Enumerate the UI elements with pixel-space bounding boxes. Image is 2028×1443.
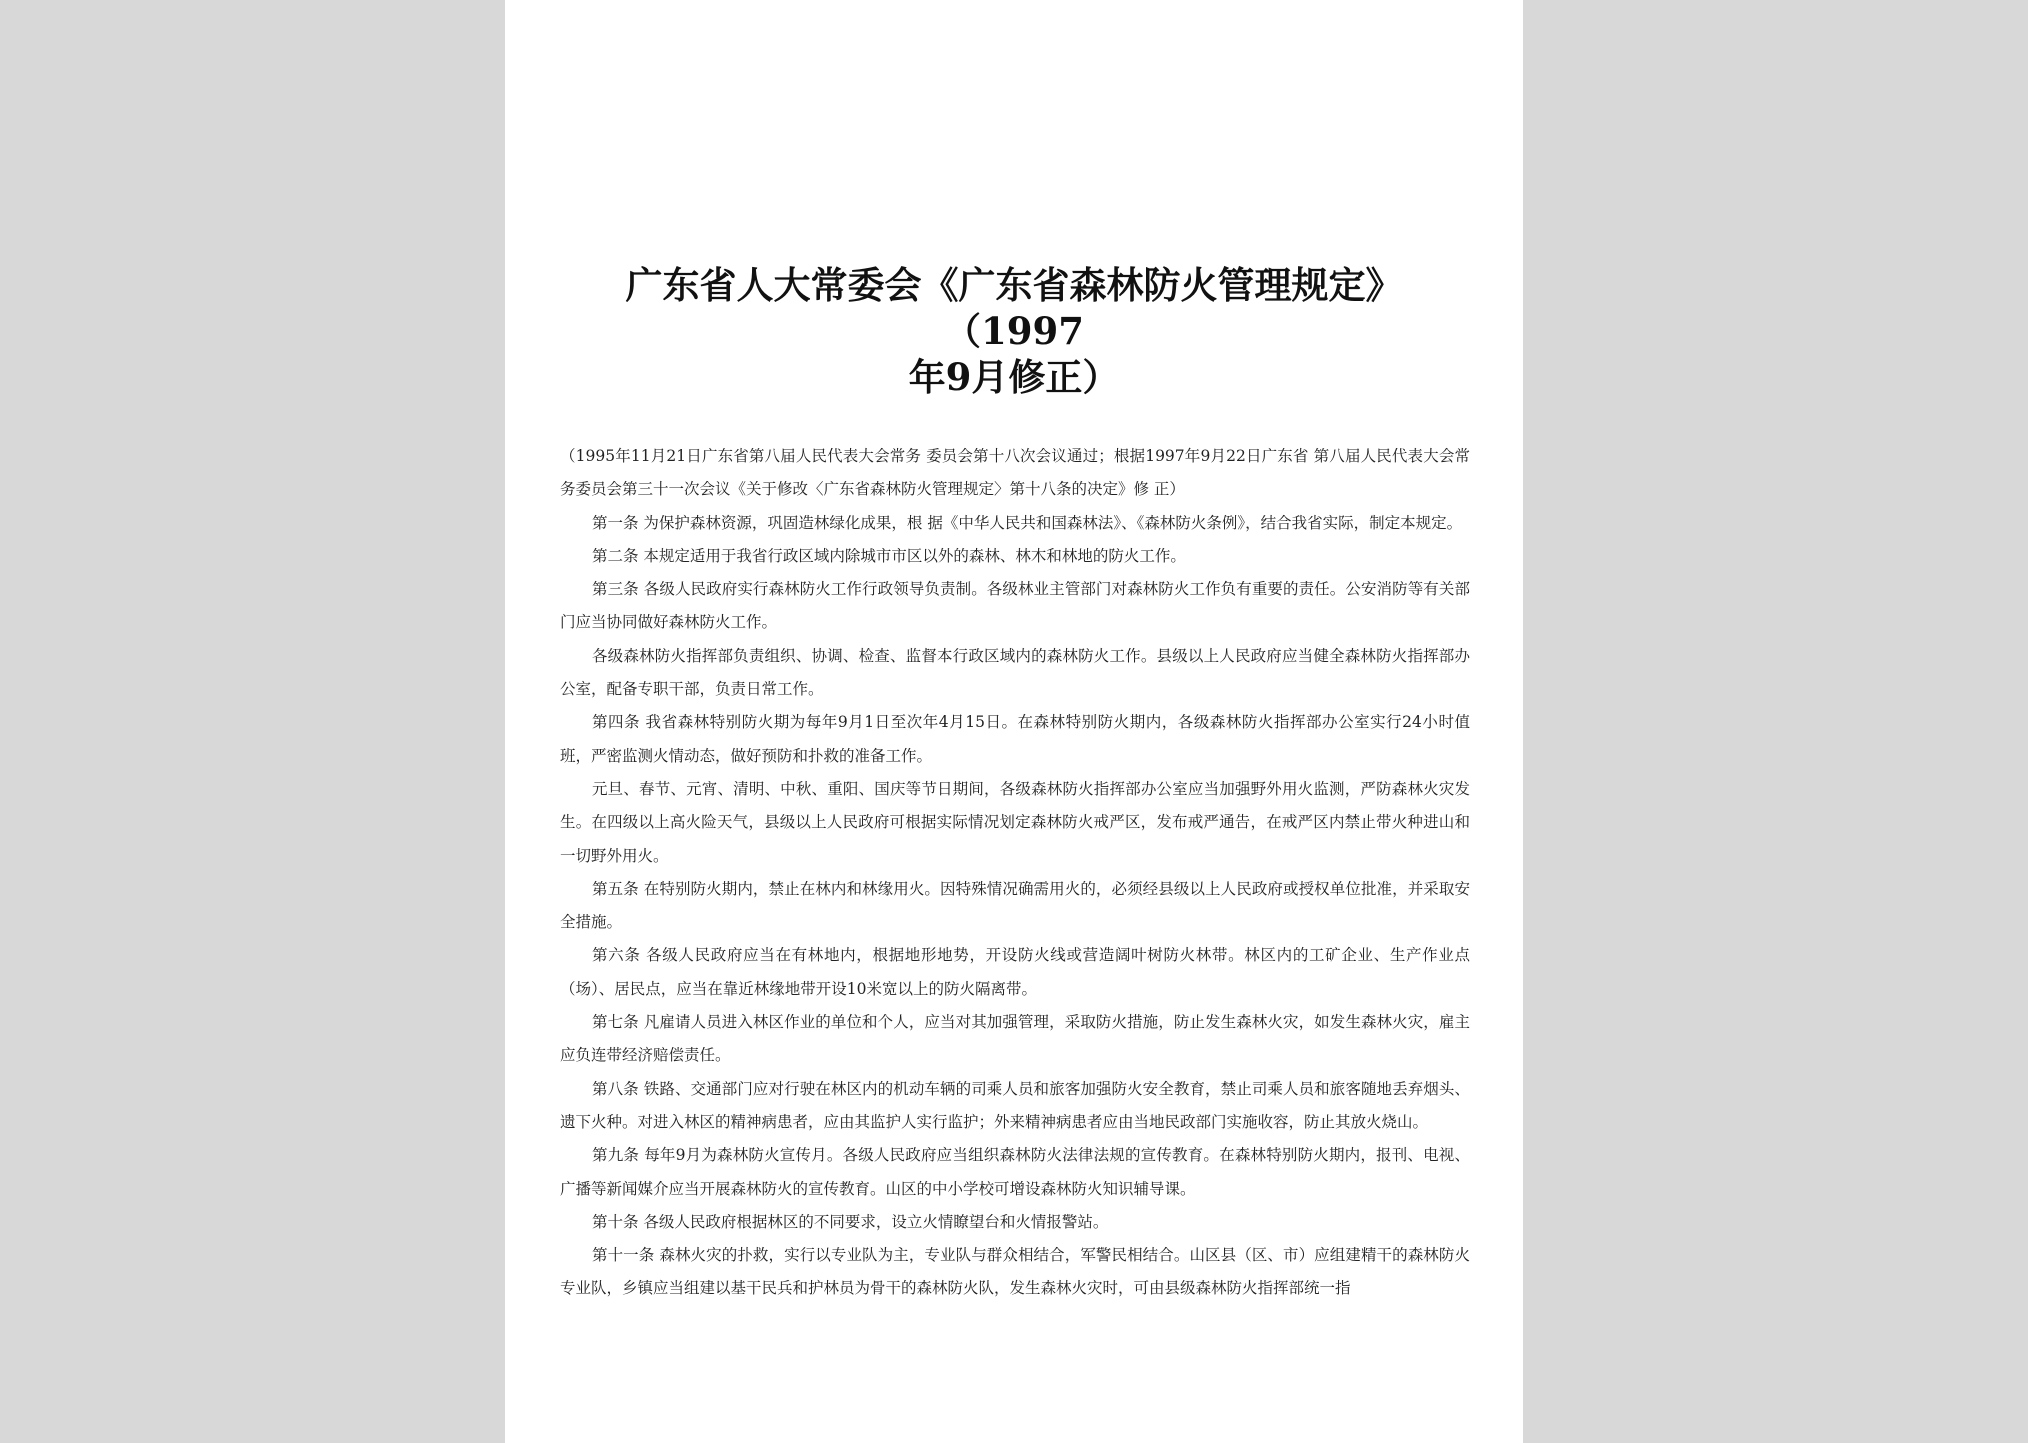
paragraph-article-11: 第十一条 森林火灾的扑救，实行以专业队为主，专业队与群众相结合，军警民相结合。山区县（区、市）应组建精干的森林防火专业队，乡镇应当组建以基干民兵和护林员为骨干的森林防火队，发生森林火灾时，可由县级森林防火指挥部统一指 <box>560 1246 1470 1298</box>
preamble-paragraph: （1995年11月21日广东省第八届人民代表大会常务 委员会第十八次会议通过；根据1997年9月22日广东省 第八届人民代表大会常务委员会第三十一次会议《关于修改〈广东省森林防火管理规定〉第十八条的决定》修 正） <box>560 447 1470 499</box>
paragraph-article-6: 第六条 各级人民政府应当在有林地内，根据地形地势，开设防火线或营造阔叶树防火林带。林区内的工矿企业、生产作业点（场）、居民点，应当在靠近林缘地带开设10米宽以上的防火隔离带。 <box>560 946 1470 998</box>
document-page <box>505 0 1523 1443</box>
paragraph-article-9: 第九条 每年9月为森林防火宣传月。各级人民政府应当组织森林防火法律法规的宣传教育。在森林特别防火期内，报刊、电视、广播等新闻媒介应当开展森林防火的宣传教育。山区的中小学校可增设森林防火知识辅导课。 <box>560 1146 1470 1198</box>
paragraph-article-5: 第五条 在特别防火期内，禁止在林内和林缘用火。因特殊情况确需用火的，必须经县级以上人民政府或授权单位批准，并采取安全措施。 <box>560 879 1470 932</box>
paragraph-article-1: 第一条 为保护森林资源，巩固造林绿化成果，根 据《中华人民共和国森林法》、《森林防火条例》，结合我省实际，制定本规定。 <box>592 513 1463 532</box>
paragraph-article-4: 第四条 我省森林特别防火期为每年9月1日至次年4月15日。在森林特别防火期内，各级森林防火指挥部办公室实行24小时值班，严密监测火情动态，做好预防和扑救的准备工作。 <box>560 713 1470 765</box>
document-body <box>560 440 1470 1306</box>
paragraph-article-8: 第八条 铁路、交通部门应对行驶在林区内的机动车辆的司乘人员和旅客加强防火安全教育，禁止司乘人员和旅客随地丢弃烟头、遗下火种。对进入林区的精神病患者，应由其监护人实行监护；外来精神病患者应由当地民政部门实施收容，防止其放火烧山。 <box>560 1079 1470 1131</box>
document-title <box>565 262 1463 400</box>
paragraph-article-3: 第三条 各级人民政府实行森林防火工作行政领导负责制。各级林业主管部门对森林防火工作负有重要的责任。公安消防等有关部门应当协同做好森林防火工作。 <box>560 580 1470 632</box>
paragraph-article-10: 第十条 各级人民政府根据林区的不同要求，设立火情瞭望台和火情报警站。 <box>592 1212 1109 1231</box>
title-line-1: 广东省人大常委会《广东省森林防火管理规定》（1997 <box>625 263 1403 353</box>
paragraph-article-3-cont: 各级森林防火指挥部负责组织、协调、检查、监督本行政区域内的森林防火工作。县级以上人民政府应当健全森林防火指挥部办公室，配备专职干部，负责日常工作。 <box>560 646 1470 699</box>
paragraph-article-2: 第二条 本规定适用于我省行政区域内除城市市区以外的森林、林木和林地的防火工作。 <box>592 546 1186 565</box>
title-line-2: 年9月修正） <box>908 355 1120 399</box>
paragraph-article-4-cont: 元旦、春节、元宵、清明、中秋、重阳、国庆等节日期间，各级森林防火指挥部办公室应当加强野外用火监测，严防森林火灾发生。在四级以上高火险天气，县级以上人民政府可根据实际情况划定森林防火戒严区，发布戒严通告，在戒严区内禁止带火种进山和一切野外用火。 <box>560 779 1470 865</box>
paragraph-article-7: 第七条 凡雇请人员进入林区作业的单位和个人，应当对其加强管理，采取防火措施，防止发生森林火灾，如发生森林火灾，雇主应负连带经济赔偿责任。 <box>560 1013 1470 1065</box>
